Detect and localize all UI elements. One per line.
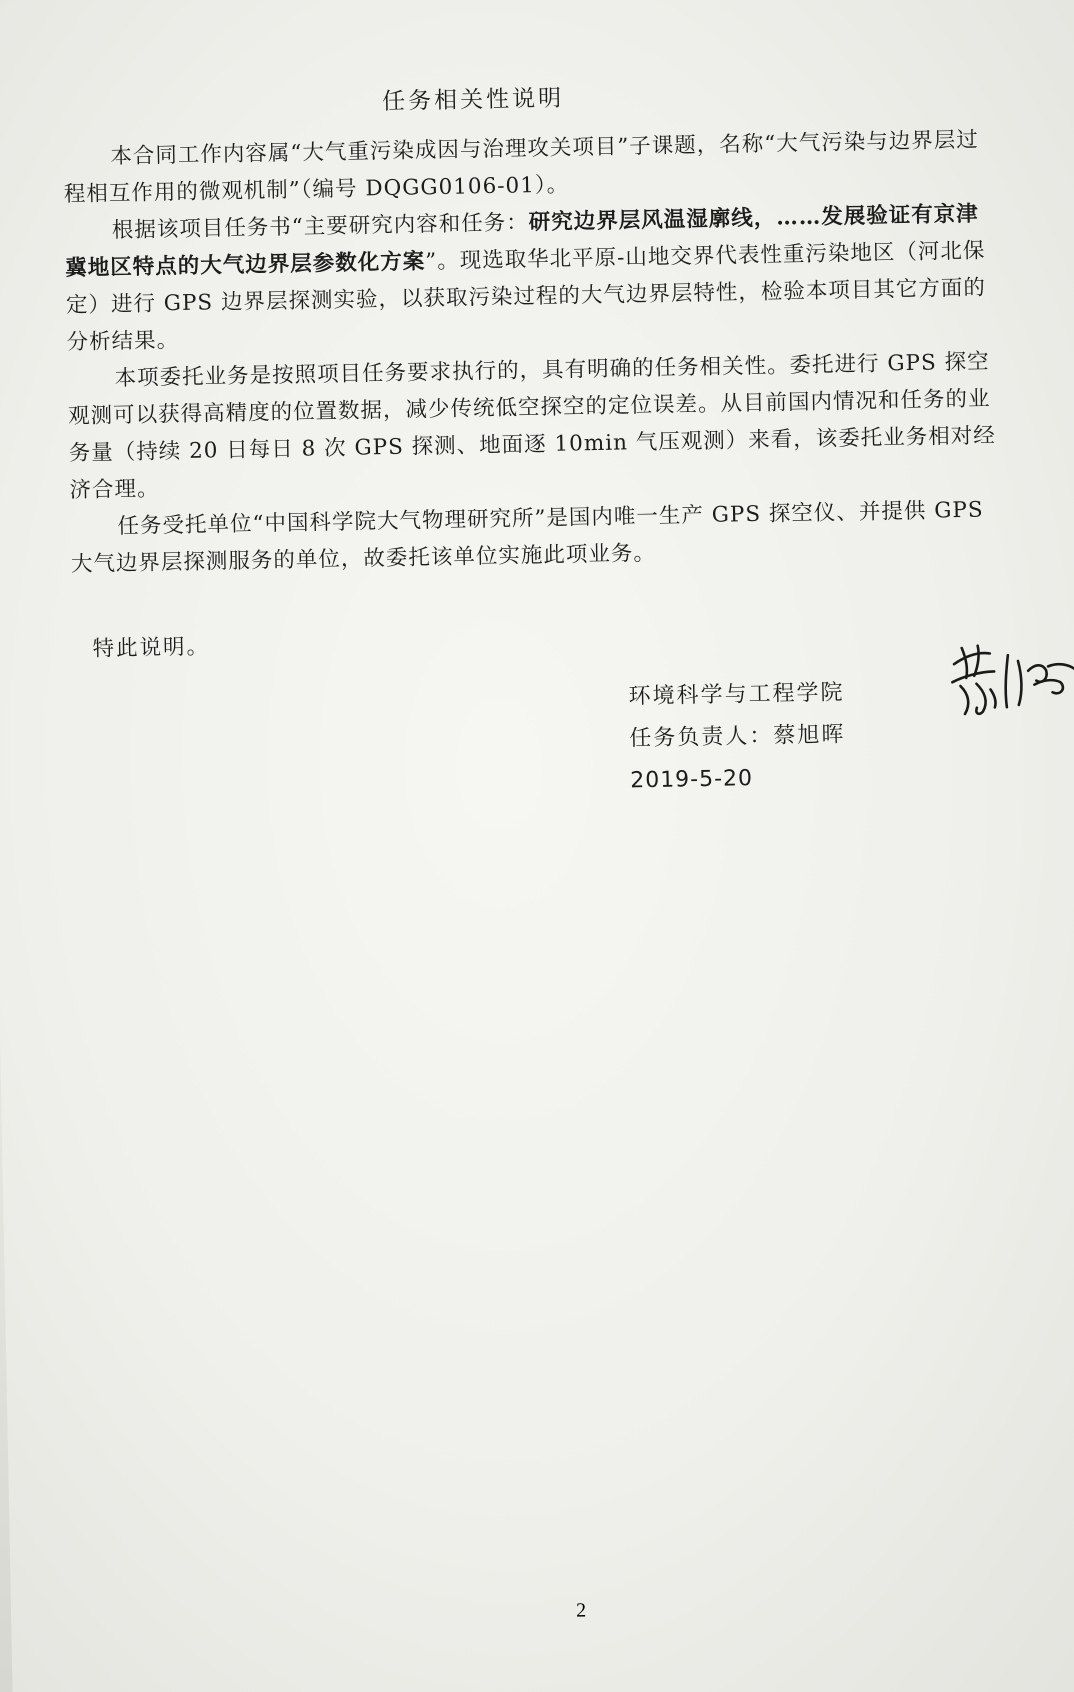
document-title: 任务相关性说明 [381,85,565,116]
paragraph-3: 本项委托业务是按照项目任务要求执行的，具有明确的任务相关性。委托进行 GPS 探空观测可以获得高精度的位置数据，减少传统低空探空的定位误差。从目前国内情况和任务的业务量（持续 20 日每日 8 次 GPS 探测、地面逐 10min 气压观测）来看，该委托业务相对经济合理。 [67,349,996,504]
institution-name: 环境科学与工程学院 [628,680,845,710]
paragraph-2-emphasis: 研究边界层风温湿廓线，……发展验证有京津冀地区特点的大气边界层参数化方案 [65,201,979,282]
document-body [61,51,1021,794]
paragraph-2-lead: 根据该项目任务书“主要研究内容和任务： [111,210,530,244]
paragraph-4: 任务受托单位“中国科学院大气物理研究所”是国内唯一生产 GPS 探空仪、并提供 GPS 大气边界层探测服务的单位，故委托该单位实施此项业务。 [70,497,984,578]
paragraph-2-tail: ”。现选取华北平原-山地交界代表性重污染地区（河北保定）进行 GPS 边界层探测实验，以获取污染过程的大气边界层特性，检验本项目其它方面的分析结果。 [65,238,987,356]
signature-date: 2019-5-20 [629,766,754,794]
handwritten-signature [948,640,1074,723]
paragraph-2 [64,195,997,361]
closing-remark: 特此说明。 [92,634,211,662]
responsible-person: 任务负责人：蔡旭晖 [629,722,846,752]
page-number: 2 [575,1599,587,1622]
signature-block [628,672,846,802]
paragraph-1: 本合同工作内容属“大气重污染成因与治理攻关项目”子课题，名称“大气污染与边界层过程相互作用的微观机制”（编号 DQGG0106-01）。 [63,127,979,208]
